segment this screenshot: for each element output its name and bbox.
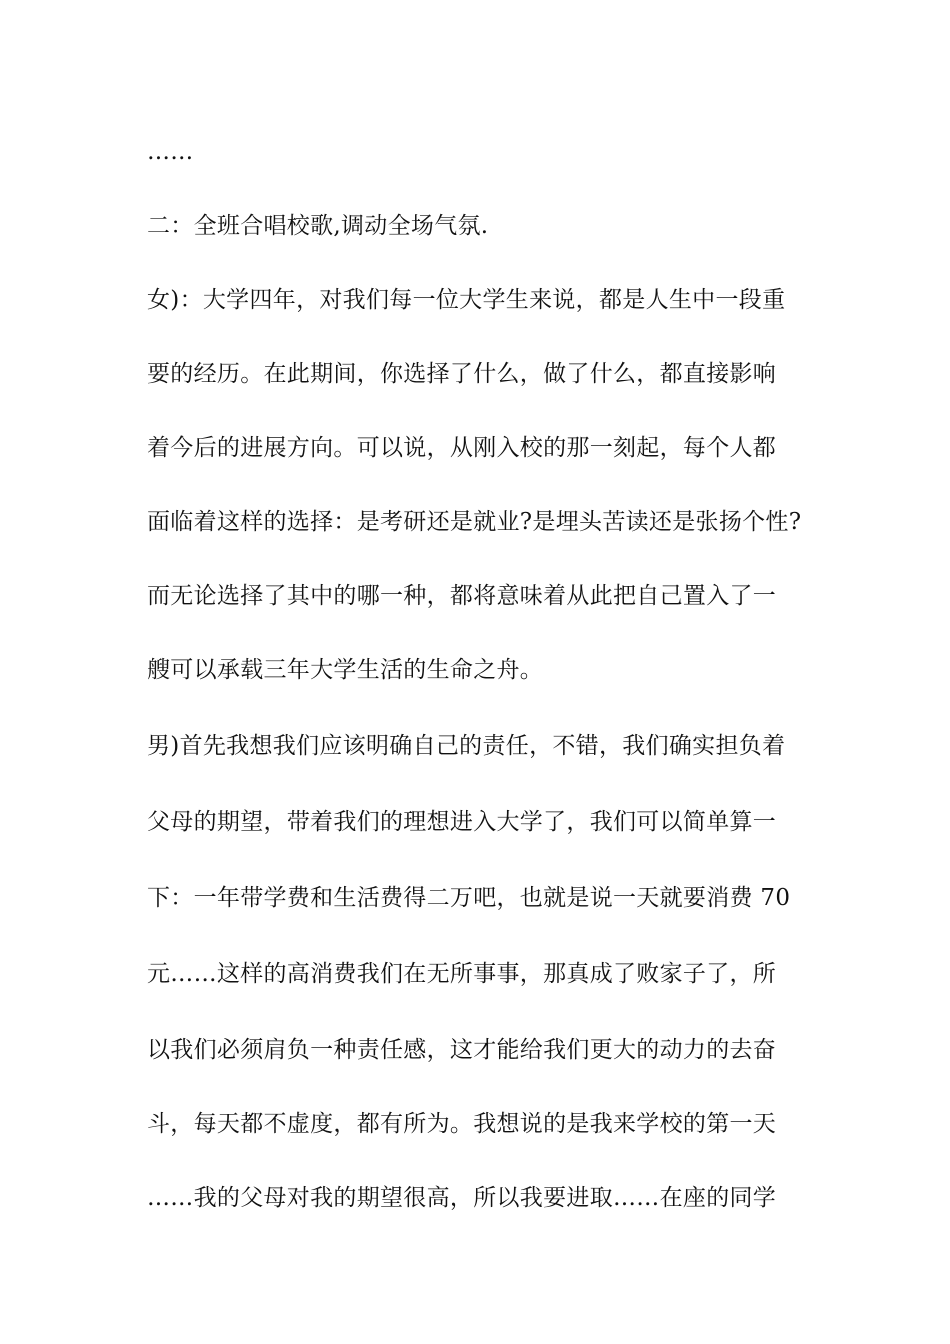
text-line-female-1: 女)：大学四年，对我们每一位大学生来说，都是人生中一段重 (147, 287, 786, 313)
text-line-male-7: ……我的父母对我的期望很高，所以我要进取……在座的同学 (147, 1185, 777, 1211)
text-line-male-4: 元……这样的高消费我们在无所事事，那真成了败家子了，所 (147, 961, 777, 987)
text-line-section-two: 二：全班合唱校歌,调动全场气氛. (147, 213, 489, 239)
text-line-male-1: 男)首先我想我们应该明确自己的责任，不错，我们确实担负着 (147, 733, 786, 759)
text-line-female-5: 而无论选择了其中的哪一种，都将意味着从此把自己置入了一 (147, 583, 777, 609)
text-line-male-3: 下：一年带学费和生活费得二万吧，也就是说一天就要消费 70 (147, 885, 791, 911)
text-line-female-3: 着今后的进展方向。可以说，从刚入校的那一刻起，每个人都 (147, 435, 777, 461)
text-line-ellipsis: …… (147, 139, 194, 165)
text-line-female-2: 要的经历。在此期间，你选择了什么，做了什么，都直接影响 (147, 361, 777, 387)
text-line-male-2: 父母的期望，带着我们的理想进入大学了，我们可以简单算一 (147, 809, 777, 835)
text-line-male-5: 以我们必须肩负一种责任感，这才能给我们更大的动力的去奋 (147, 1037, 777, 1063)
text-line-female-6: 艘可以承载三年大学生活的生命之舟。 (147, 657, 544, 683)
text-line-male-6: 斗，每天都不虚度，都有所为。我想说的是我来学校的第一天 (147, 1111, 777, 1137)
text-line-female-4: 面临着这样的选择：是考研还是就业?是埋头苦读还是张扬个性? (147, 509, 802, 535)
